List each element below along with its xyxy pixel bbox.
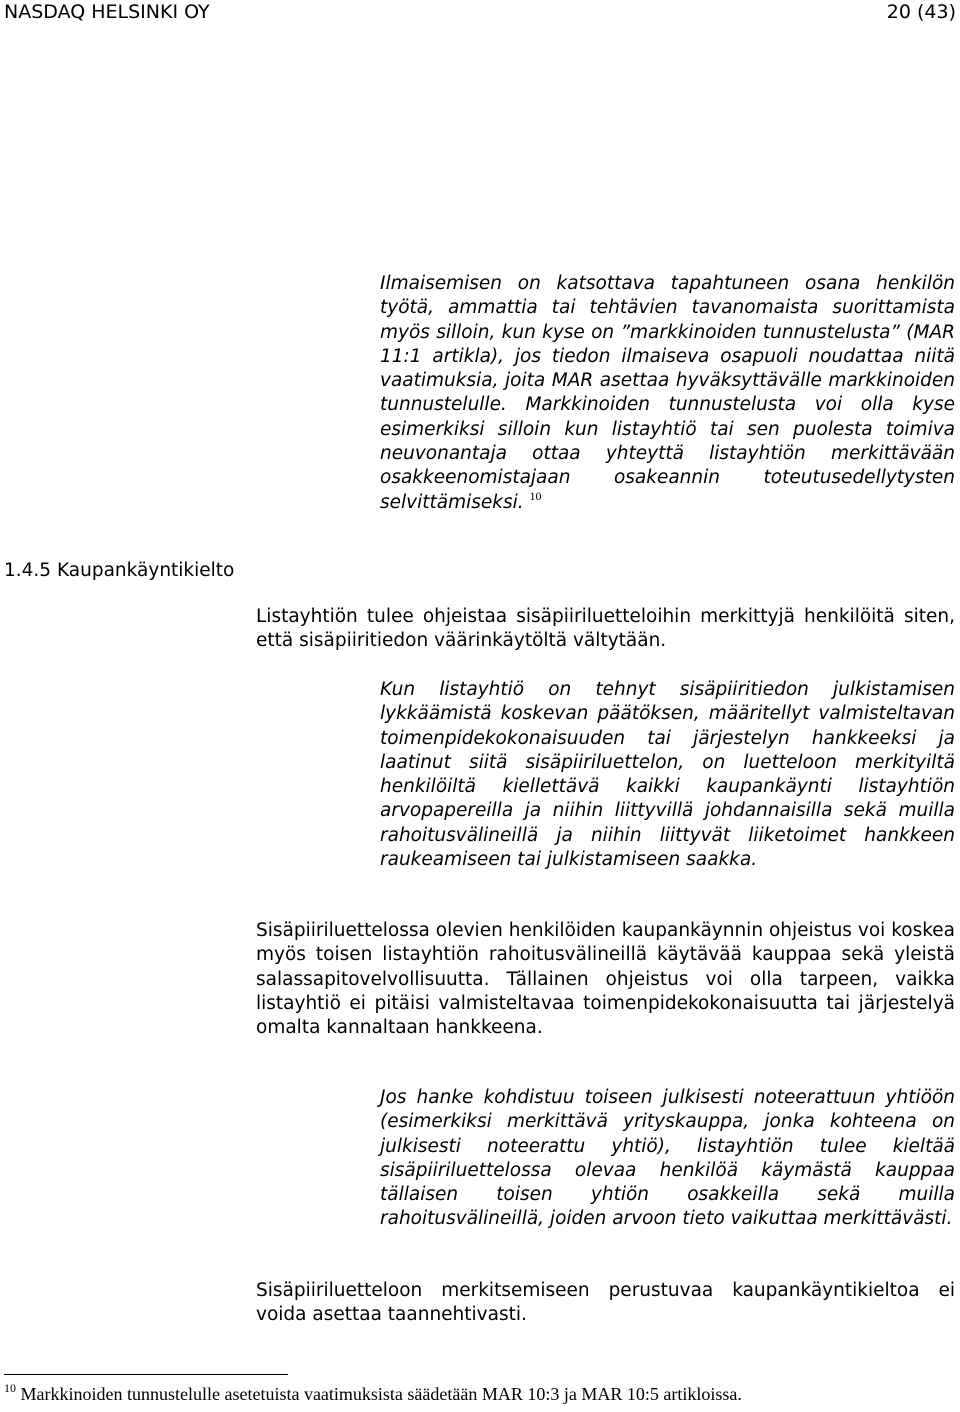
footnote-text: Markkinoiden tunnustelulle asetetuista vaatimuksista säädetään MAR 10:3 ja MAR 10:5 artikloissa. — [20, 1384, 742, 1404]
body-paragraph-2: Sisäpiiriluettelossa olevien henkilöiden kaupankäynnin ohjeistus voi koskea myös toisen listayhtiön rahoitusvälineillä käytävää kauppaa sekä yleistä salassapitovelvollisuutta. Tällainen ohjeistus voi olla tarpeen, vaikka listayhtiö ei pitäisi valmisteltavaa toimenpidekokonaisuutta tai järjestelyä omalta kannaltaan hankkeena. — [256, 920, 955, 1039]
section-number: 1.4.5 — [4, 560, 52, 581]
section-heading — [4, 559, 234, 583]
italic-quote-trading-ban: Kun listayhtiö on tehnyt sisäpiiritiedon julkistamisen lykkäämistä koskevan päätöksen, määritellyt valmisteltavan toimenpidekokonaisuuden tai järjestelyn hankkeeksi ja laatinut siitä sisäpiiriluettelon, on luetteloon merkityiltä henkilöiltä kiellettävä kaikki kaupankäynti listayhtiön arvopapereilla ja niihin liittyvillä johdannaisilla sekä muilla rahoitusvälineillä ja niihin liittyvät liiketoimet hankkeen raukeamiseen tai julkistamiseen saakka. — [380, 679, 955, 871]
section-title: Kaupankäyntikielto — [56, 560, 235, 581]
footnote-number: 10 — [4, 1381, 16, 1395]
italic-quote-market-sounding — [380, 272, 955, 515]
body-paragraph-1: Listayhtiön tulee ohjeistaa sisäpiiriluetteloihin merkittyjä henkilöitä siten, että sisäpiiritiedon väärinkäytöltä vältytään. — [256, 606, 955, 652]
footnote-divider — [4, 1374, 288, 1375]
italic-quote-other-company: Jos hanke kohdistuu toiseen julkisesti noteerattuun yhtiöön (esimerkiksi merkittävä yrityskauppa, jonka kohteena on julkisesti noteerattu yhtiö), listayhtiön tulee kieltää sisäpiiriluettelossa olevaa henkilöä käymästä kauppaa tällaisen toisen yhtiön osakkeilla sekä muilla rahoitusvälineillä, joiden arvoon tieto vaikuttaa merkittävästi. — [380, 1087, 955, 1230]
quote-text: Ilmaisemisen on katsottava tapahtuneen osana henkilön työtä, ammattia tai tehtävien tavanomaista suorittamista myös silloin, kun kyse on ”markkinoiden tunnustelusta” (MAR 11:1 artikla), jos tiedon ilmaiseva osapuoli noudattaa niitä vaatimuksia, joita MAR asettaa hyväksyttävälle markkinoiden tunnustelulle. Markkinoiden tunnustelusta voi olla kyse esimerkiksi silloin kun listayhtiö tai sen puolesta toimiva neuvonantaja ottaa yhteyttä listayhtiön merkittävään osakkeenomistajaan osakeannin toteutusedellytysten selvittämiseksi. — [380, 273, 955, 513]
footnote — [4, 1382, 742, 1406]
page-header — [0, 0, 960, 30]
footnote-reference: 10 — [529, 488, 542, 503]
body-paragraph-3: Sisäpiiriluetteloon merkitsemiseen perustuvaa kaupankäyntikieltoa ei voida asettaa taannehtivasti. — [256, 1280, 955, 1326]
company-name: NASDAQ HELSINKI OY — [4, 1, 210, 23]
page-number: 20 (43) — [886, 1, 956, 23]
